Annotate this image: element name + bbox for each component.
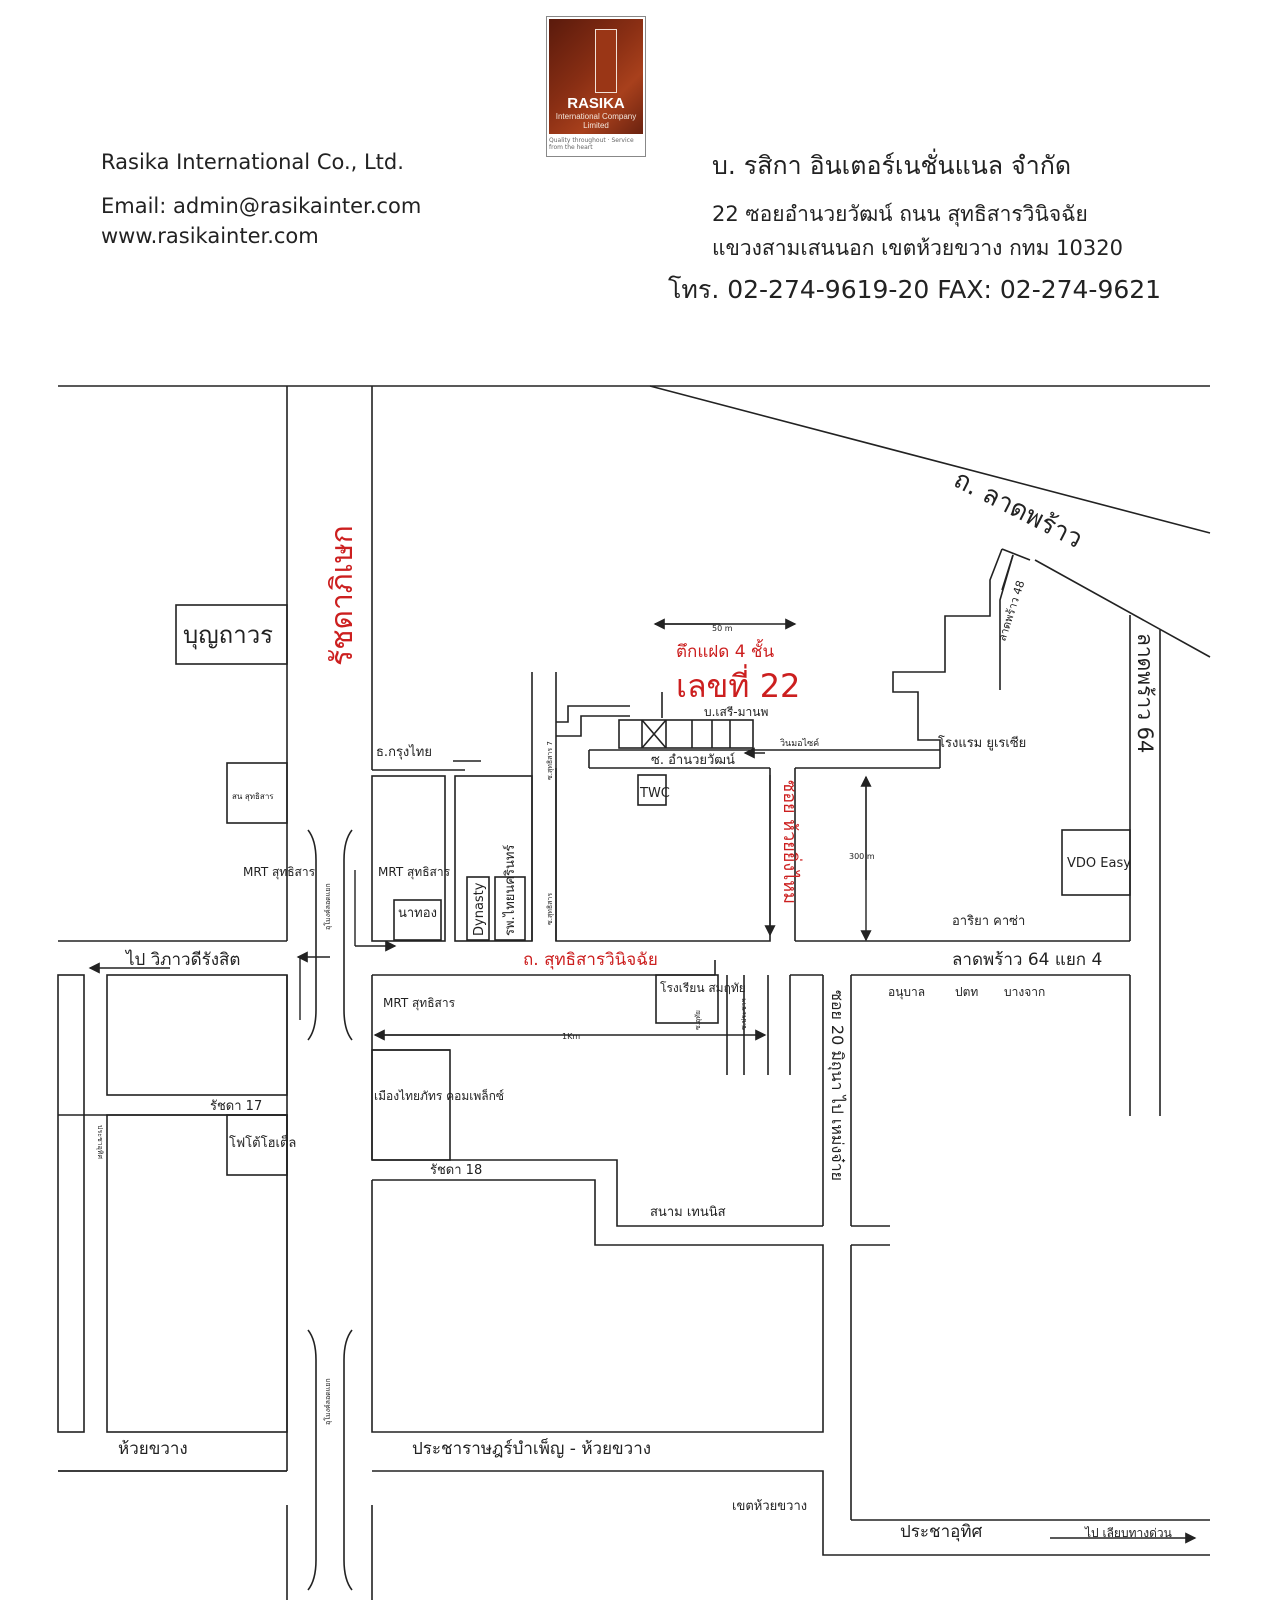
phone-fax: โทร. 02-274-9619-20 FAX: 02-274-9621 [668, 275, 1162, 304]
label-seri-manop: บ.เสรี-มานพ [704, 705, 769, 719]
company-email[interactable]: Email: admin@rasikainter.com [101, 194, 422, 218]
label-nathong: นาทอง [398, 906, 437, 921]
label-ladprao64: ลาดพร้าว 64 [1133, 633, 1157, 754]
company-name-en: Rasika International Co., Ltd. [101, 150, 404, 174]
label-soi-amnuaywat: ซ. อำนวยวัฒน์ [651, 753, 735, 768]
label-underpass-1: อุโมงค์ลอดแยก [324, 883, 332, 930]
label-ratchada18: รัชดา 18 [430, 1163, 483, 1178]
label-vdo-easy: VDO Easy [1067, 856, 1131, 871]
label-sanam-tennis: สนาม เทนนิส [650, 1205, 726, 1220]
label-hotel-eurasia: โรงแรม ยูเรเซีย [938, 736, 1027, 751]
address-line2: แขวงสามเสนนอก เขตห้วยขวาง กทม 10320 [712, 236, 1123, 260]
label-soi-sutthi: ซ.สุทธิสาร [546, 892, 554, 925]
label-ratchada: รัชดาภิเษก [325, 525, 360, 666]
label-ladprao48: ลาดพร้าว 48 [995, 578, 1028, 643]
label-dist-50m: 50 m [712, 624, 733, 633]
label-building-note: ตึกแฝด 4 ชั้น [676, 642, 775, 662]
label-mrt-1: MRT สุทธิสาร [243, 865, 316, 879]
map-labels [96, 465, 1172, 1542]
label-pracharat-side: ประชาอุทิศ [96, 1125, 104, 1159]
logo-brand-sub: International Company Limited [555, 112, 637, 130]
logo-brand: RASIKA [567, 95, 625, 112]
label-ladprao-road: ถ. ลาดพร้าว [948, 464, 1088, 555]
label-soi-sutthi7: ซ.สุทธิสาร 7 [546, 741, 554, 780]
label-pracha-uthit: ประชาอุทิศ [900, 1522, 983, 1542]
label-ratchada17: รัชดา 17 [210, 1099, 263, 1114]
label-mrt-3: MRT สุทธิสาร [383, 996, 456, 1010]
label-twc: TWC [640, 786, 670, 801]
label-ptt: ปตท [955, 985, 979, 999]
label-krungthai: ธ.กรุงไทย [376, 745, 432, 760]
address-line1: 22 ซอยอำนวยวัฒน์ ถนน สุทธิสารวินิจฉัย [712, 202, 1088, 226]
label-sutthisan-road: ถ. สุทธิสารวินิจฉัย [523, 950, 658, 970]
label-ariya: อาริยา คาซ่า [952, 914, 1026, 929]
label-building-number: เลขที่ 22 [676, 667, 801, 705]
label-to-vibhavadi: ไป วิภาวดีรังสิต [126, 950, 241, 970]
label-soi-huai-ying-mai: ซอย ห้วยยิ่งไหม [779, 780, 800, 904]
logo-tagline: Quality throughout · Service from the heart [549, 137, 634, 151]
label-soi-pracha: ซ.ประชาฯ [740, 998, 748, 1030]
label-dynasty: Dynasty [472, 882, 487, 936]
label-lottery-office: สน สุทธิสาร [232, 792, 274, 801]
direction-arrows [90, 624, 1195, 1538]
label-hospital: รพ.ไทยนครินทร์ [503, 844, 518, 936]
label-ladprao64-soi4: ลาดพร้าว 64 แยก 4 [952, 950, 1103, 970]
label-to-expressway: ไป เลียบทางด่วน [1085, 1526, 1172, 1540]
label-huai-khwang: ห้วยขวาง [118, 1439, 188, 1459]
label-anuban: อนุบาล [888, 985, 926, 999]
label-school: โรงเรียน สมฤทัย [660, 981, 746, 995]
label-soi-uthai: ซ.อุทัย [694, 1010, 702, 1030]
company-website[interactable]: www.rasikainter.com [101, 224, 319, 248]
label-win-motorcy: วินมอไซค์ [780, 739, 820, 749]
label-bangjak: บางจาก [1004, 985, 1046, 999]
label-mueang-thai: เมืองไทยภัทร คอมเพล็กซ์ [374, 1089, 505, 1103]
label-dist-1km: 1Km [562, 1032, 581, 1041]
company-name-th: บ. รสิกา อินเตอร์เนชั่นแนล จำกัด [712, 151, 1072, 180]
label-foto-hotel: โฟโต้โฮเต็ล [229, 1136, 297, 1151]
label-dist-300m: 300 m [849, 852, 875, 861]
label-mrt-2: MRT สุทธิสาร [378, 865, 451, 879]
label-boonthavorn: บุญถาวร [183, 621, 274, 649]
label-pracharat-bamphen: ประชาราษฎร์บำเพ็ญ - ห้วยขวาง [412, 1439, 652, 1459]
label-underpass-2: อุโมงค์ลอดแยก [324, 1378, 332, 1425]
label-khet-huai-khwang: เขตห้วยขวาง [732, 1499, 808, 1514]
label-soi20: ซอย 20 มิถุนา ไป เหม่งจ๋าย [828, 990, 847, 1182]
